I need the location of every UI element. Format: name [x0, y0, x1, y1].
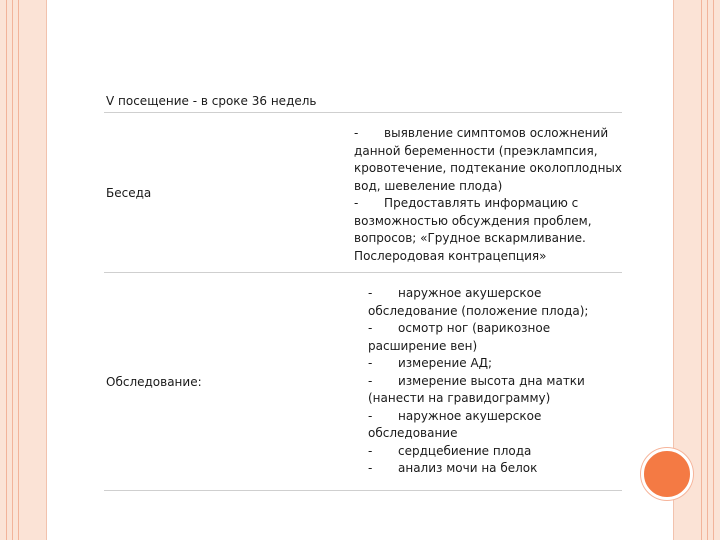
content-line: - анализ мочи на белок: [368, 461, 538, 475]
content-line: вод, шевеление плода): [354, 178, 503, 193]
content-line: - измерение высота дна матки: [368, 373, 585, 388]
content-line: - сердцебиение плода: [368, 443, 532, 458]
table-row: [104, 113, 622, 273]
content-line: данной беременности (преэклампсия,: [354, 143, 598, 158]
content-line: - выявление симптомов осложнений: [354, 126, 609, 140]
frame-rail: [6, 0, 7, 540]
frame-rail: [713, 0, 714, 540]
row-label: Беседа: [106, 185, 152, 200]
content-line: вопросов; «Грудное вскармливание.: [354, 231, 586, 245]
frame-rail: [707, 0, 708, 540]
row-label: Обследование:: [106, 374, 202, 389]
content-line: кровотечение, подтекание околоплодных: [354, 161, 622, 175]
content-line: - Предоставлять информацию с: [354, 196, 579, 210]
content-line: - осмотр ног (варикозное: [368, 321, 551, 335]
table-row: [104, 273, 622, 491]
content-line: возможностью обсуждения проблем,: [354, 213, 592, 228]
row-content: [354, 113, 622, 272]
frame-rail: [701, 0, 702, 540]
content-line: - наружное акушерское: [368, 408, 542, 423]
content-line: обследование (положение плода);: [368, 303, 589, 318]
content-line: - измерение АД;: [368, 356, 493, 370]
left-frame: [0, 0, 46, 540]
decorative-circle: [641, 448, 693, 500]
frame-rail: [12, 0, 13, 540]
visit-table: [104, 90, 622, 491]
content-line: (нанести на гравидограмму): [368, 391, 551, 405]
frame-rail: [18, 0, 19, 540]
content-line: расширение вен): [368, 338, 478, 353]
row-content: [368, 273, 622, 490]
content-line: обследование: [368, 426, 458, 440]
content-line: - наружное акушерское: [368, 286, 542, 300]
table-title: V посещение - в сроке 36 недель: [104, 90, 622, 113]
content-line: Послеродовая контрацепция»: [354, 248, 547, 263]
